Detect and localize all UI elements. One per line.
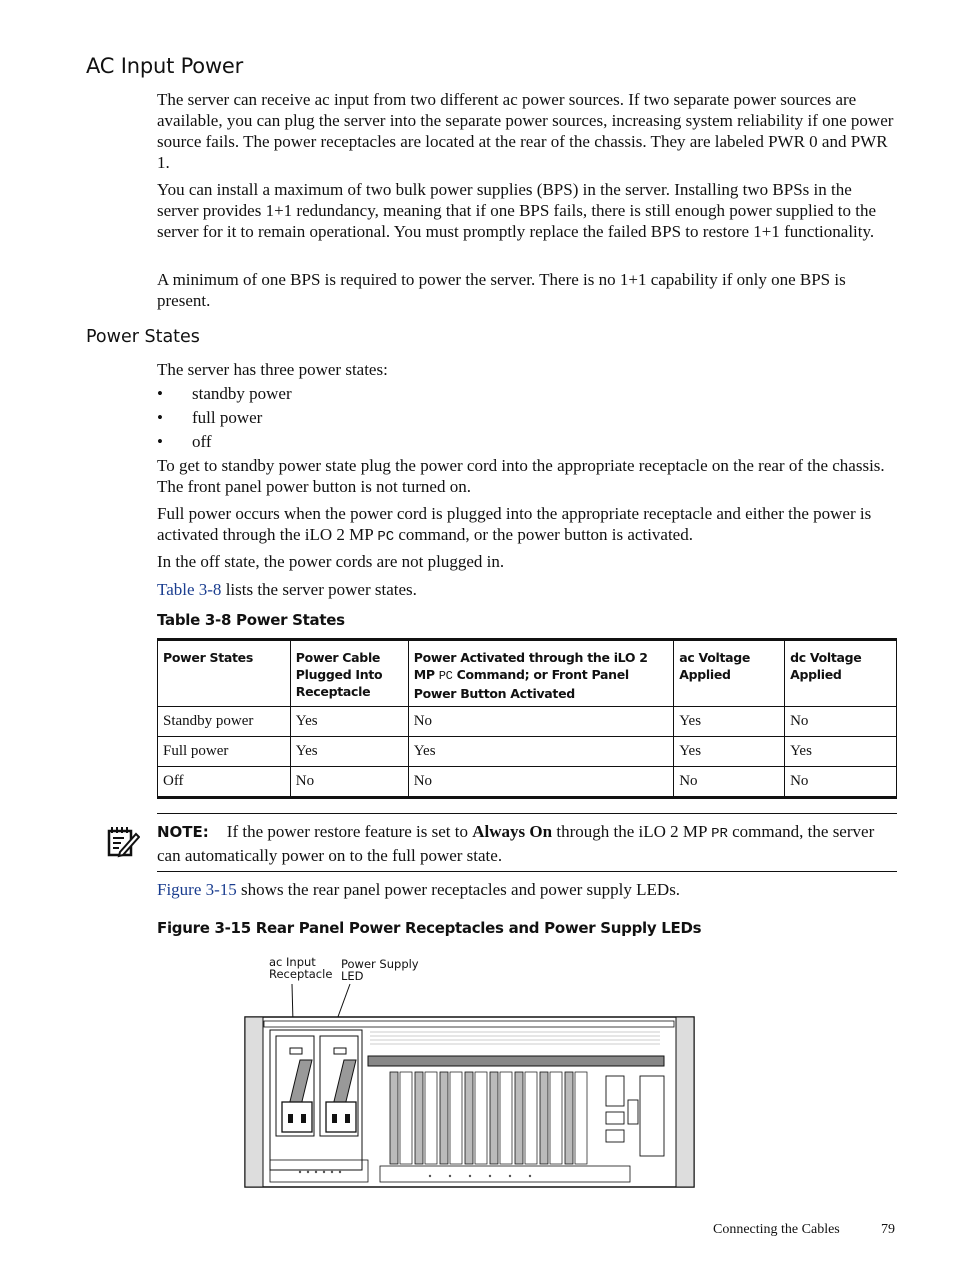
- led-label: [341, 958, 419, 982]
- table-cell: Standby power: [158, 707, 291, 737]
- bullet-item: [157, 407, 262, 428]
- figure-link[interactable]: Figure 3-15: [157, 880, 237, 899]
- column-header: dc Voltage Applied: [785, 640, 897, 707]
- page-number: 79: [881, 1222, 895, 1237]
- intro-paragraph-3: A minimum of one BPS is required to power the server. There is no 1+1 capability if only one BPS is present.: [157, 270, 846, 310]
- pc-command-code: PC: [438, 669, 453, 683]
- table-cell: Yes: [290, 707, 408, 737]
- figure-caption: Figure 3-15 Rear Panel Power Receptacles and Power Supply LEDs: [157, 919, 702, 937]
- receptacle-label-line: Receptacle: [269, 967, 333, 981]
- table-cell: Full power: [158, 737, 291, 767]
- column-header-text: Power Activated through the iLO 2 MP: [413, 650, 648, 682]
- table-cell: Yes: [290, 737, 408, 767]
- table-cell: No: [290, 767, 408, 798]
- figure-reference: [157, 879, 897, 900]
- full-power-text: Full power occurs when the power cord is plugged into the appropriate receptacle and either the power is activated through the iLO 2 MP: [157, 504, 872, 544]
- bullet-marker: •: [157, 384, 163, 403]
- table-cell: No: [785, 707, 897, 737]
- subsection-heading: Power States: [86, 327, 200, 347]
- full-power-paragraph: [157, 503, 897, 548]
- bullet-text: full power: [192, 408, 263, 427]
- led-label-line: Power Supply: [341, 957, 419, 971]
- note-text-start: If the power restore feature is set to: [226, 822, 473, 841]
- column-header: ac Voltage Applied: [674, 640, 785, 707]
- table-cell: Yes: [674, 707, 785, 737]
- table-reference-text: lists the server power states.: [221, 580, 417, 599]
- note-text-end: command, the server can automatically power on to the full power state.: [157, 822, 875, 865]
- receptacle-label-line: ac Input: [269, 955, 316, 969]
- section-heading: AC Input Power: [86, 54, 244, 78]
- note-pad-icon: [106, 824, 140, 858]
- note-text: [157, 821, 897, 867]
- bullet-marker: •: [157, 408, 163, 427]
- always-on-setting: Always On: [472, 822, 553, 841]
- figure-reference-text: shows the rear panel power receptacles and power supply LEDs.: [236, 880, 681, 899]
- table-row: [158, 737, 897, 767]
- bullet-item: [157, 431, 212, 452]
- receptacle-label: [269, 956, 332, 980]
- table-link[interactable]: Table 3-8: [157, 580, 222, 599]
- column-header: Power States: [158, 640, 291, 707]
- column-header-text-end: Command; or Front Panel Power Button Activated: [413, 667, 629, 701]
- table-cell: No: [674, 767, 785, 798]
- bullet-text: standby power: [192, 384, 292, 403]
- column-header: Power Cable Plugged Into Receptacle: [290, 640, 408, 707]
- table-caption: Table 3-8 Power States: [157, 611, 345, 629]
- rear-panel-diagram: [240, 980, 698, 1190]
- off-paragraph: In the off state, the power cords are not plugged in.: [157, 552, 505, 571]
- footer-section-title: Connecting the Cables: [713, 1222, 840, 1237]
- table-row: [158, 767, 897, 798]
- pc-command-code: PC: [377, 529, 395, 545]
- table-cell: No: [408, 767, 674, 798]
- column-header: [408, 640, 674, 707]
- bullet-text: off: [192, 432, 212, 451]
- note-text-middle: through the iLO 2 MP: [552, 822, 712, 841]
- table-cell: Yes: [674, 737, 785, 767]
- bullet-item: [157, 383, 292, 404]
- table-cell: Off: [158, 767, 291, 798]
- pr-command-code: PR: [711, 826, 728, 842]
- states-intro: The server has three power states:: [157, 360, 388, 379]
- intro-paragraph-1: The server can receive ac input from two different ac power sources. If two separate power sources are available, you can plug the server into the separate power sources, increasing system reliability if one power source fails. The power receptacles are located at the rear of the chassis. They are labeled PWR 0 and PWR 1.: [157, 90, 894, 172]
- note-callout: [157, 813, 897, 872]
- led-label-line: LED: [341, 969, 364, 983]
- intro-paragraph-2: You can install a maximum of two bulk power supplies (BPS) in the server. Installing two BPSs in the server provides 1+1 redundancy, meaning that if one BPS fails, there is still enough power supplied to the server for it to remain operational. You must promptly replace the failed BPS to restore 1+1 functionality.: [157, 180, 877, 241]
- full-power-text-end: command, or the power button is activated.: [394, 525, 693, 544]
- table-cell: Yes: [785, 737, 897, 767]
- table-cell: No: [785, 767, 897, 798]
- power-states-table: [157, 638, 897, 799]
- standby-paragraph: To get to standby power state plug the power cord into the appropriate receptacle on the rear of the chassis. The front panel power button is not turned on.: [157, 456, 885, 496]
- table-cell: Yes: [408, 737, 674, 767]
- note-label: NOTE:: [157, 823, 209, 841]
- table-header-row: [158, 640, 897, 707]
- table-reference: [157, 579, 897, 600]
- table-row: [158, 707, 897, 737]
- table-cell: No: [408, 707, 674, 737]
- bullet-marker: •: [157, 432, 163, 451]
